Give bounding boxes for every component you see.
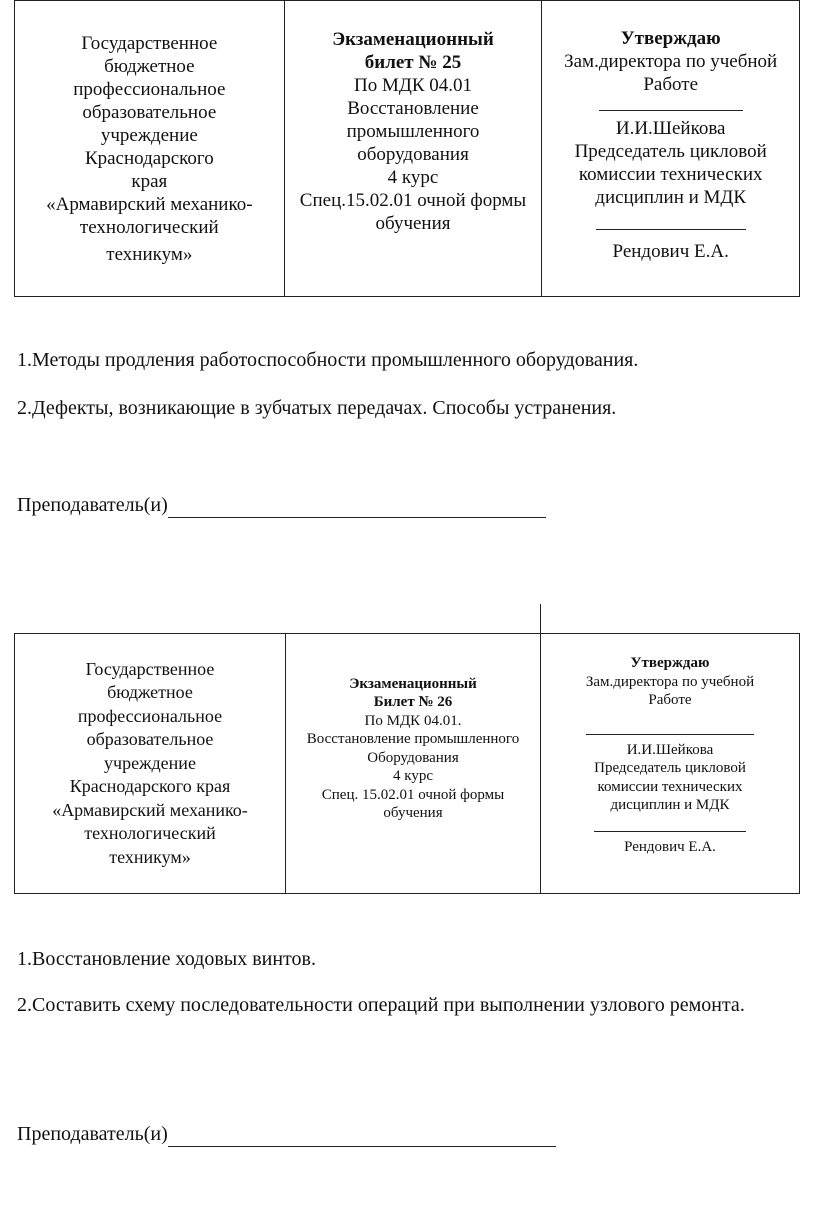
ticket-detail: Спец.15.02.01 очной формы: [299, 190, 527, 211]
institution-line: Краснодарского края: [69, 776, 231, 797]
chair-title: Председатель цикловой: [594, 760, 746, 776]
ticket-detail: промышленного: [346, 121, 480, 142]
chair-signature-line: [596, 229, 746, 230]
deputy-title: Зам.директора по учебной: [585, 673, 755, 690]
chair-name: Рендович Е.А.: [624, 838, 716, 855]
approval-cell: [541, 634, 799, 893]
institution-line: «Армавирский механико-: [52, 799, 248, 820]
institution-line: бюджетное: [107, 682, 193, 703]
approve-heading: Утверждаю: [630, 655, 710, 671]
ticket-info-cell: [286, 604, 541, 893]
chair-signature-line: [594, 831, 746, 832]
teacher-signature-row: [17, 492, 546, 518]
ticket-detail: По МДК 04.01: [354, 75, 472, 96]
approval-cell: [542, 1, 799, 296]
ticket-info-cell: [285, 0, 543, 296]
ticket-detail: оборудования: [357, 144, 469, 165]
chair-title: комиссии технических: [578, 164, 763, 185]
ticket-detail: Восстановление промышленного: [306, 731, 520, 747]
ticket-25-header-table: [14, 0, 800, 297]
deputy-title: Работе: [648, 692, 692, 708]
ticket-title: Экзаменационный: [332, 29, 494, 50]
institution-line: техникум»: [106, 243, 193, 265]
institution-line: бюджетное: [104, 55, 195, 77]
institution-line: учреждение: [104, 752, 196, 773]
chair-name: Рендович Е.А.: [612, 241, 729, 262]
deputy-signature-line: [599, 110, 743, 111]
institution-line: профессиональное: [77, 705, 223, 726]
ticket-title: Экзаменационный: [349, 675, 477, 692]
question-2: 2.Составить схему последовательности операций при выполнении узлового ремонта.: [17, 994, 745, 1016]
institution-line: Государственное: [81, 32, 218, 54]
institution-cell: [15, 1, 285, 296]
deputy-title: Работе: [643, 74, 698, 95]
teacher-signature-row: [17, 1121, 556, 1147]
teacher-label: Преподаватель(и): [17, 1123, 168, 1145]
institution-line: Государственное: [85, 658, 215, 679]
deputy-signature-line: [586, 734, 754, 735]
institution-line: техникум»: [109, 846, 191, 867]
ticket-detail: Восстановление: [347, 98, 479, 119]
ticket-detail: По МДК 04.01.: [364, 712, 462, 729]
deputy-name: И.И.Шейкова: [615, 118, 726, 139]
institution-line: учреждение: [100, 124, 198, 146]
teacher-signature-line: [168, 1124, 556, 1147]
ticket-detail: Оборудования: [367, 749, 459, 766]
teacher-label: Преподаватель(и): [17, 494, 168, 516]
ticket-detail: Спец. 15.02.01 очной формы: [321, 786, 505, 803]
institution-line: профессиональное: [73, 78, 226, 100]
deputy-name: И.И.Шейкова: [626, 741, 714, 758]
chair-title: Председатель цикловой: [574, 141, 767, 162]
ticket-detail: обучения: [375, 213, 451, 234]
institution-line: технологический: [84, 823, 216, 844]
ticket-detail: 4 курс: [387, 167, 439, 188]
institution-line: технологический: [79, 216, 219, 238]
deputy-title: Зам.директора по учебной: [564, 51, 778, 72]
institution-line: Краснодарского: [84, 147, 214, 169]
institution-cell: [15, 634, 286, 893]
approve-heading: Утверждаю: [620, 28, 721, 49]
question-1: 1.Восстановление ходовых винтов.: [17, 948, 316, 970]
institution-line: образовательное: [82, 101, 217, 123]
chair-title: комиссии технических: [597, 778, 743, 795]
ticket-detail: 4 курс: [393, 768, 433, 784]
chair-title: дисциплин и МДК: [595, 187, 747, 208]
ticket-number: билет № 25: [364, 52, 462, 73]
ticket-number: Билет № 26: [373, 694, 453, 710]
chair-title: дисциплин и МДК: [610, 797, 730, 813]
ticket-26-header-table: [14, 633, 800, 894]
institution-line: края: [131, 170, 168, 192]
institution-line: «Армавирский механико-: [46, 193, 253, 215]
question-1: 1.Методы продления работоспособности промышленного оборудования.: [17, 349, 639, 371]
question-2: 2.Дефекты, возникающие в зубчатых передачах. Способы устранения.: [17, 397, 617, 419]
teacher-signature-line: [168, 495, 546, 518]
ticket-detail: обучения: [383, 805, 443, 821]
institution-line: образовательное: [86, 729, 214, 750]
